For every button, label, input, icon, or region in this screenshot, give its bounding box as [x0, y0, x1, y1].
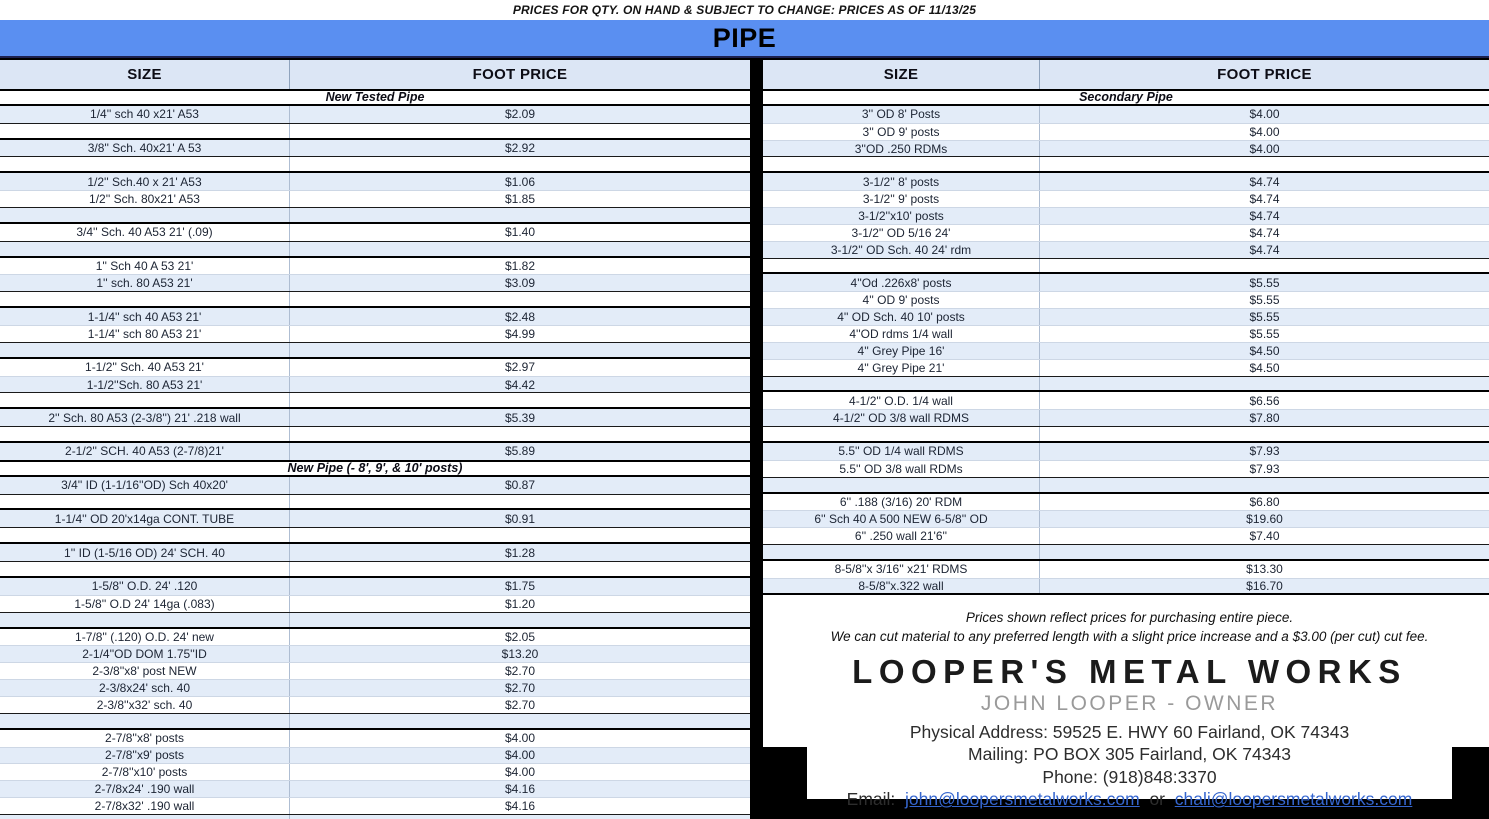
price-cell: $2.70	[504, 664, 536, 679]
separator-row	[0, 207, 750, 224]
table-row	[763, 173, 1489, 190]
price-cell: $13.20	[501, 647, 539, 662]
size-cell: 1-1/2''Sch. 80 A53 21'	[0, 377, 290, 393]
physical-address: Physical Address: 59525 E. HWY 60 Fairland, OK 74343	[909, 721, 1350, 742]
size-cell: 4''Od .226x8' posts	[763, 274, 1040, 291]
price-cell	[1040, 157, 1489, 171]
size-cell	[0, 562, 290, 576]
price-cell	[1040, 427, 1489, 441]
size-cell: 1-5/8'' O.D. 24' .120	[0, 578, 290, 595]
size-cell: 8-5/8''x 3/16'' x21' RDMS	[763, 561, 1040, 578]
price-cell: $0.91	[504, 511, 536, 526]
size-cell: 1-1/4'' OD 20'x14ga CONT. TUBE	[0, 510, 290, 527]
size-cell: 4'' Grey Pipe 16'	[763, 343, 1040, 359]
size-cell: 2-7/8''x8' posts	[0, 730, 290, 747]
table-row	[0, 662, 750, 679]
price-cell	[290, 714, 750, 728]
price-cell	[290, 495, 750, 509]
size-cell: 3'' OD 8' Posts	[763, 106, 1040, 123]
price-cell: $2.70	[504, 681, 536, 695]
table-row	[0, 629, 750, 646]
table-row	[0, 797, 750, 814]
price-cell	[290, 562, 750, 576]
company-info-card	[763, 595, 1489, 819]
size-cell: 4'' OD Sch. 40 10' posts	[763, 309, 1040, 325]
size-cell: 1-5/8'' O.D 24' 14ga (.083)	[0, 596, 290, 612]
price-cell: $4.00	[504, 731, 536, 746]
table-row	[0, 443, 750, 460]
price-cell: $4.50	[1249, 343, 1280, 358]
size-cell: 2-7/8x24' .190 wall	[0, 781, 290, 797]
price-cell: $4.00	[1249, 107, 1280, 122]
price-cell: $19.60	[1246, 512, 1283, 527]
separator-row	[763, 426, 1489, 443]
price-cell: $16.70	[1246, 578, 1283, 593]
size-cell: 2-1/4''OD DOM 1.75''ID	[0, 646, 290, 662]
separator-row	[763, 156, 1489, 173]
separator-row	[0, 342, 750, 359]
table-row	[763, 359, 1489, 376]
table-row	[0, 376, 750, 393]
separator-row	[0, 241, 750, 258]
price-cell: $7.80	[1249, 411, 1280, 426]
price-cell: $5.55	[1249, 293, 1280, 308]
price-cell: $6.80	[1249, 495, 1280, 510]
separator-row	[763, 258, 1489, 275]
separator-row	[0, 527, 750, 544]
price-cell	[1040, 545, 1489, 559]
size-cell: 3/4'' Sch. 40 A53 21' (.09)	[0, 224, 290, 241]
table-row	[763, 443, 1489, 460]
table-row	[763, 494, 1489, 511]
price-cell: $1.40	[504, 225, 536, 240]
price-cell	[290, 242, 750, 256]
table-row	[0, 106, 750, 123]
size-cell: 1-1/4'' sch 40 A53 21'	[0, 308, 290, 325]
table-row	[763, 207, 1489, 224]
size-cell: 1-7/8'' (.120) O.D. 24' new	[0, 629, 290, 646]
table-row	[0, 274, 750, 291]
table-row	[0, 578, 750, 595]
price-cell: $4.74	[1249, 192, 1280, 207]
size-cell: 2'' Sch. 80 A53 (2-3/8'') 21' .218 wall	[0, 409, 290, 426]
price-cell: $1.06	[504, 174, 536, 189]
price-cell: $4.00	[1249, 124, 1280, 139]
size-cell: 2-7/8''x9' posts	[0, 748, 290, 764]
price-cell: $1.28	[504, 545, 536, 560]
table-row	[763, 409, 1489, 426]
size-cell: 1/4'' sch 40 x21' A53	[0, 106, 290, 123]
table-row	[763, 561, 1489, 578]
size-cell: 1'' ID (1-5/16 OD) 24' SCH. 40	[0, 544, 290, 561]
size-cell: 2-1/2'' SCH. 40 A53 (2-7/8)21'	[0, 443, 290, 460]
price-cell: $4.74	[1249, 208, 1280, 223]
price-cell: $1.75	[504, 579, 536, 594]
separator-row	[763, 376, 1489, 393]
size-cell: 4'' OD 9' posts	[763, 292, 1040, 308]
price-cell: $13.30	[1246, 562, 1283, 577]
size-cell: 2-3/8''x8' post NEW	[0, 663, 290, 679]
price-cell: $5.55	[1249, 275, 1280, 290]
price-cell: $2.05	[504, 629, 536, 644]
price-cell: $1.82	[504, 259, 536, 274]
table-row	[763, 241, 1489, 258]
price-cell: $2.48	[504, 309, 536, 324]
separator-row	[763, 477, 1489, 494]
size-cell: 1/2'' Sch. 80x21' A53	[0, 191, 290, 207]
size-cell	[0, 815, 290, 819]
price-cell	[290, 124, 750, 138]
separator-row	[0, 612, 750, 629]
size-cell: 6'' Sch 40 A 500 NEW 6-5/8'' OD	[763, 511, 1040, 527]
size-cell	[0, 157, 290, 171]
cut-fee-note: We can cut material to any preferred length with a slight price increase and a $3.00 (per cut) cut fee.	[830, 628, 1429, 644]
price-cell: $4.16	[504, 799, 536, 814]
size-cell: 3/8'' Sch. 40x21' A 53	[0, 140, 290, 157]
table-row	[0, 325, 750, 342]
table-row	[763, 224, 1489, 241]
table-row	[763, 123, 1489, 140]
price-cell: $4.74	[1249, 225, 1280, 240]
table-row	[0, 747, 750, 764]
price-cell	[290, 343, 750, 357]
email-or-label: or	[1149, 789, 1165, 810]
size-cell	[763, 427, 1040, 441]
page-title: PIPE	[712, 22, 777, 53]
table-row	[0, 359, 750, 376]
size-cell	[0, 393, 290, 407]
table-divider	[750, 58, 763, 819]
price-cell: $2.97	[504, 360, 536, 375]
separator-row	[0, 123, 750, 140]
table-row	[763, 106, 1489, 123]
email-line	[807, 788, 1452, 811]
table-row	[763, 140, 1489, 157]
price-cell	[290, 157, 750, 171]
size-cell: 3/4'' ID (1-1/16''OD) Sch 40x20'	[0, 477, 290, 494]
price-cell	[290, 208, 750, 222]
price-cell: $1.20	[504, 596, 536, 611]
price-cell: $5.55	[1249, 326, 1280, 341]
size-cell: 5.5'' OD 1/4 wall RDMS	[763, 443, 1040, 460]
table-row	[763, 510, 1489, 527]
email-label: Email:	[846, 789, 896, 810]
size-cell	[0, 208, 290, 222]
price-cell: $4.99	[504, 326, 536, 341]
size-cell	[0, 495, 290, 509]
table-header-row	[763, 58, 1489, 89]
size-cell: 2-7/8x32' .190 wall	[0, 798, 290, 814]
table-row	[0, 544, 750, 561]
size-cell: 1-1/2'' Sch. 40 A53 21'	[0, 359, 290, 376]
price-cell: $7.93	[1249, 461, 1280, 476]
price-cell	[290, 393, 750, 407]
column-header-price: FOOT PRICE	[472, 66, 568, 83]
column-header-size: SIZE	[763, 60, 1040, 89]
mailing-address: Mailing: PO BOX 305 Fairland, OK 74343	[968, 744, 1291, 765]
price-cell	[1040, 259, 1489, 273]
size-cell	[763, 545, 1040, 559]
column-header-price: FOOT PRICE	[1217, 66, 1312, 83]
price-cell: $4.00	[504, 765, 536, 780]
table-row	[0, 173, 750, 190]
size-cell	[0, 427, 290, 441]
price-cell: $3.09	[504, 276, 536, 291]
separator-row	[0, 713, 750, 730]
size-cell	[0, 242, 290, 256]
price-cell: $4.16	[504, 782, 536, 797]
table-row	[763, 342, 1489, 359]
title-banner	[0, 20, 1489, 58]
table-header-row	[0, 58, 750, 89]
separator-row	[0, 426, 750, 443]
email-link-chali[interactable]: chali@loopersmetalworks.com	[1174, 789, 1413, 810]
table-row	[0, 224, 750, 241]
table-row	[0, 190, 750, 207]
size-cell: 4-1/2'' O.D. 1/4 wall	[763, 392, 1040, 409]
size-cell: 1/2'' Sch.40 x 21' A53	[0, 173, 290, 190]
table-row	[0, 595, 750, 612]
separator-row	[0, 291, 750, 308]
price-cell: $7.93	[1249, 444, 1280, 459]
table-row	[0, 308, 750, 325]
size-cell	[0, 714, 290, 728]
price-cell	[290, 815, 750, 819]
new-pipe-table	[0, 58, 750, 819]
tables-area	[0, 58, 1489, 819]
size-cell	[0, 528, 290, 542]
owner-name: JOHN LOOPER - OWNER	[980, 691, 1279, 715]
table-row	[763, 578, 1489, 595]
size-cell: 1'' Sch 40 A 53 21'	[0, 258, 290, 275]
email-link-john[interactable]: john@loopersmetalworks.com	[905, 789, 1140, 810]
size-cell: 4''OD rdms 1/4 wall	[763, 326, 1040, 342]
separator-row	[763, 544, 1489, 561]
price-cell: $4.00	[1249, 141, 1280, 156]
price-cell: $4.74	[1249, 174, 1280, 189]
table-row	[763, 460, 1489, 477]
price-cell: $5.55	[1249, 310, 1280, 325]
price-cell	[1040, 377, 1489, 391]
size-cell: 3-1/2'' 8' posts	[763, 173, 1040, 190]
price-cell: $2.70	[504, 697, 536, 712]
table-row	[0, 510, 750, 527]
price-cell: $1.85	[504, 192, 536, 207]
table-row	[0, 258, 750, 275]
price-cell: $4.50	[1249, 360, 1280, 375]
size-cell: 2-7/8''x10' posts	[0, 764, 290, 780]
size-cell: 2-3/8''x32' sch. 40	[0, 697, 290, 713]
size-cell: 2-3/8x24' sch. 40	[0, 680, 290, 696]
separator-row	[0, 494, 750, 511]
table-row	[0, 780, 750, 797]
table-row	[0, 140, 750, 157]
size-cell: 6'' .250 wall 21'6''	[763, 528, 1040, 544]
price-cell	[290, 528, 750, 542]
secondary-pipe-table	[763, 58, 1489, 595]
price-cell: $2.09	[504, 107, 536, 122]
size-cell	[763, 377, 1040, 391]
size-cell	[0, 613, 290, 627]
table-row	[763, 274, 1489, 291]
price-cell	[290, 427, 750, 441]
table-row	[0, 645, 750, 662]
price-cell	[290, 292, 750, 306]
separator-row	[0, 156, 750, 173]
right-column	[763, 58, 1489, 819]
table-row	[763, 190, 1489, 207]
table-row	[0, 696, 750, 713]
separator-row	[0, 392, 750, 409]
size-cell: 3''OD .250 RDMs	[763, 141, 1040, 157]
size-cell	[0, 124, 290, 138]
size-cell	[0, 292, 290, 306]
size-cell: 4'' Grey Pipe 21'	[763, 360, 1040, 376]
section-header-row: New Tested Pipe	[0, 89, 750, 106]
size-cell: 3-1/2'' 9' posts	[763, 191, 1040, 207]
company-name: LOOPER'S METAL WORKS	[852, 652, 1407, 690]
price-cell: $4.42	[504, 377, 536, 392]
price-cell: $5.89	[504, 444, 536, 459]
table-row	[763, 325, 1489, 342]
table-row	[763, 527, 1489, 544]
size-cell	[763, 259, 1040, 273]
size-cell: 3-1/2''x10' posts	[763, 208, 1040, 224]
price-disclaimer: PRICES FOR QTY. ON HAND & SUBJECT TO CHANGE: PRICES AS OF 11/13/25	[512, 3, 977, 17]
size-cell: 3-1/2'' OD Sch. 40 24' rdm	[763, 242, 1040, 258]
section-header-row: Secondary Pipe	[763, 89, 1489, 106]
price-cell	[1040, 478, 1489, 492]
table-row	[763, 392, 1489, 409]
size-cell	[763, 157, 1040, 171]
price-cell: $4.00	[504, 748, 536, 763]
price-cell: $6.56	[1249, 393, 1280, 408]
purchase-note: Prices shown reflect prices for purchasing entire piece.	[965, 609, 1294, 625]
size-cell: 4-1/2'' OD 3/8 wall RDMS	[763, 410, 1040, 426]
size-cell	[763, 478, 1040, 492]
size-cell: 6'' .188 (3/16) 20' RDM	[763, 494, 1040, 511]
price-cell: $2.92	[504, 141, 536, 155]
table-row	[0, 409, 750, 426]
separator-row	[0, 814, 750, 819]
size-cell: 1'' sch. 80 A53 21'	[0, 275, 290, 291]
table-row	[0, 730, 750, 747]
table-row	[763, 308, 1489, 325]
table-row	[0, 679, 750, 696]
separator-row	[0, 561, 750, 578]
table-row	[0, 477, 750, 494]
company-info-content	[807, 595, 1452, 811]
table-row	[763, 291, 1489, 308]
column-header-size: SIZE	[0, 60, 290, 89]
phone-number: Phone: (918)848:3370	[1042, 766, 1217, 787]
size-cell: 3'' OD 9' posts	[763, 124, 1040, 140]
section-header-row: New Pipe (- 8', 9', & 10' posts)	[0, 460, 750, 477]
price-cell: $5.39	[504, 410, 536, 425]
size-cell: 5.5'' OD 3/8 wall RDMs	[763, 461, 1040, 477]
size-cell	[0, 343, 290, 357]
price-cell: $7.40	[1249, 529, 1280, 544]
size-cell: 3-1/2'' OD 5/16 24'	[763, 225, 1040, 241]
size-cell: 8-5/8''x.322 wall	[763, 579, 1040, 593]
size-cell: 1-1/4'' sch 80 A53 21'	[0, 326, 290, 342]
price-cell: $4.74	[1249, 242, 1280, 257]
price-cell	[290, 613, 750, 627]
price-cell: $0.87	[504, 478, 536, 493]
table-row	[0, 763, 750, 780]
